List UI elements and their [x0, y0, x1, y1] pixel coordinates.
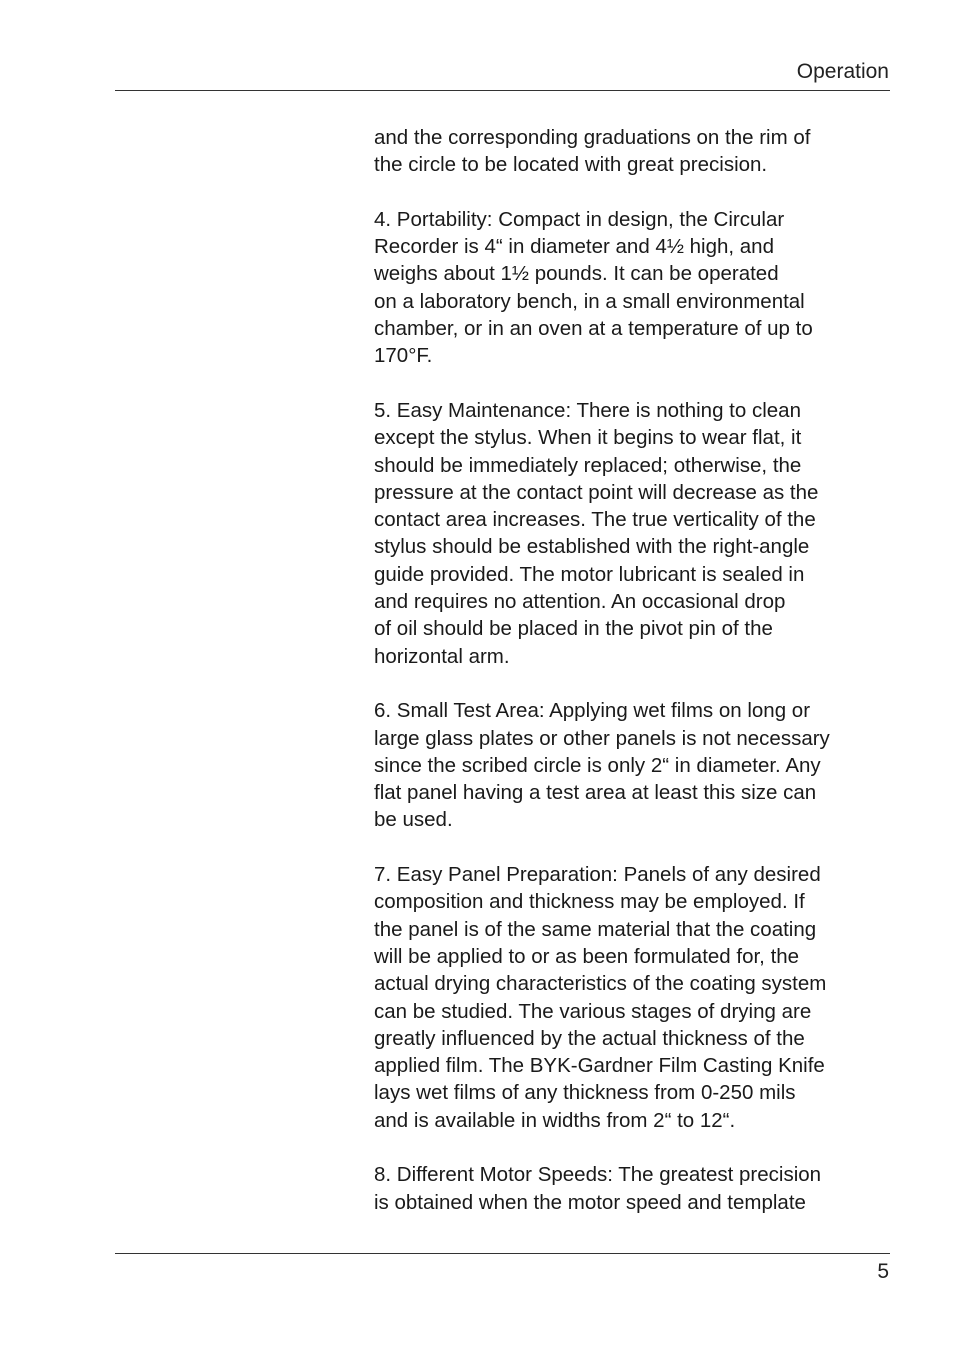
text-line: 6. Small Test Area: Applying wet films on long or	[374, 699, 811, 723]
paragraph-easy-panel-preparation	[374, 861, 894, 1134]
text-line: composition and thickness may be employed. If	[374, 890, 805, 914]
text-line: on a laboratory bench, in a small environmental	[374, 289, 805, 313]
text-line: actual drying characteristics of the coating system	[374, 972, 827, 996]
text-line: weighs about 1½ pounds. It can be operated	[374, 262, 779, 286]
text-line: and requires no attention. An occasional drop	[374, 590, 786, 614]
text-line: 4. Portability: Compact in design, the Circular	[374, 207, 785, 231]
text-line: except the stylus. When it begins to wear flat, it	[374, 426, 802, 450]
text-line: 8. Different Motor Speeds: The greatest precision	[374, 1163, 822, 1187]
paragraph-small-test-area	[374, 697, 894, 833]
paragraph-continuation	[374, 124, 894, 179]
text-line: the panel is of the same material that the coating	[374, 917, 817, 941]
text-line: flat panel having a test area at least this size can	[374, 781, 817, 805]
text-line: is obtained when the motor speed and template	[374, 1190, 806, 1214]
paragraph-portability	[374, 206, 894, 370]
text-line: 7. Easy Panel Preparation: Panels of any desired	[374, 863, 821, 887]
text-line: since the scribed circle is only 2“ in diameter. Any	[374, 753, 821, 777]
section-title: Operation	[796, 60, 889, 83]
text-line: pressure at the contact point will decrease as the	[374, 480, 819, 504]
paragraph-easy-maintenance	[374, 397, 894, 670]
text-line: should be immediately replaced; otherwise, the	[374, 453, 802, 477]
text-line: applied film. The BYK-Gardner Film Casting Knife	[374, 1054, 825, 1078]
text-line: will be applied to or as been formulated for, the	[374, 944, 800, 968]
text-line: guide provided. The motor lubricant is sealed in	[374, 562, 805, 586]
text-line: horizontal arm.	[374, 644, 510, 668]
text-line: and is available in widths from 2“ to 12“.	[374, 1108, 736, 1132]
header-rule	[115, 90, 890, 91]
text-line: contact area increases. The true verticality of the	[374, 508, 816, 532]
text-line: be used.	[374, 808, 453, 832]
text-line: and the corresponding graduations on the rim of	[374, 126, 811, 149]
text-line: 170°F.	[374, 344, 433, 368]
text-line: greatly influenced by the actual thickness of the	[374, 1026, 805, 1050]
footer-rule	[115, 1253, 890, 1254]
text-line: stylus should be established with the right-angle	[374, 535, 810, 559]
text-line: 5. Easy Maintenance: There is nothing to clean	[374, 398, 801, 422]
text-line: can be studied. The various stages of drying are	[374, 999, 812, 1023]
text-line: of oil should be placed in the pivot pin of the	[374, 617, 773, 641]
text-line: chamber, or in an oven at a temperature of up to	[374, 317, 813, 341]
text-line: the circle to be located with great precision.	[374, 153, 768, 177]
paragraph-motor-speeds	[374, 1161, 894, 1216]
text-line: Recorder is 4“ in diameter and 4½ high, and	[374, 235, 774, 259]
page-number: 5	[877, 1260, 889, 1283]
body-text	[374, 124, 894, 1216]
text-line: large glass plates or other panels is not necessary	[374, 726, 830, 750]
text-line: lays wet films of any thickness from 0-250 mils	[374, 1081, 796, 1105]
